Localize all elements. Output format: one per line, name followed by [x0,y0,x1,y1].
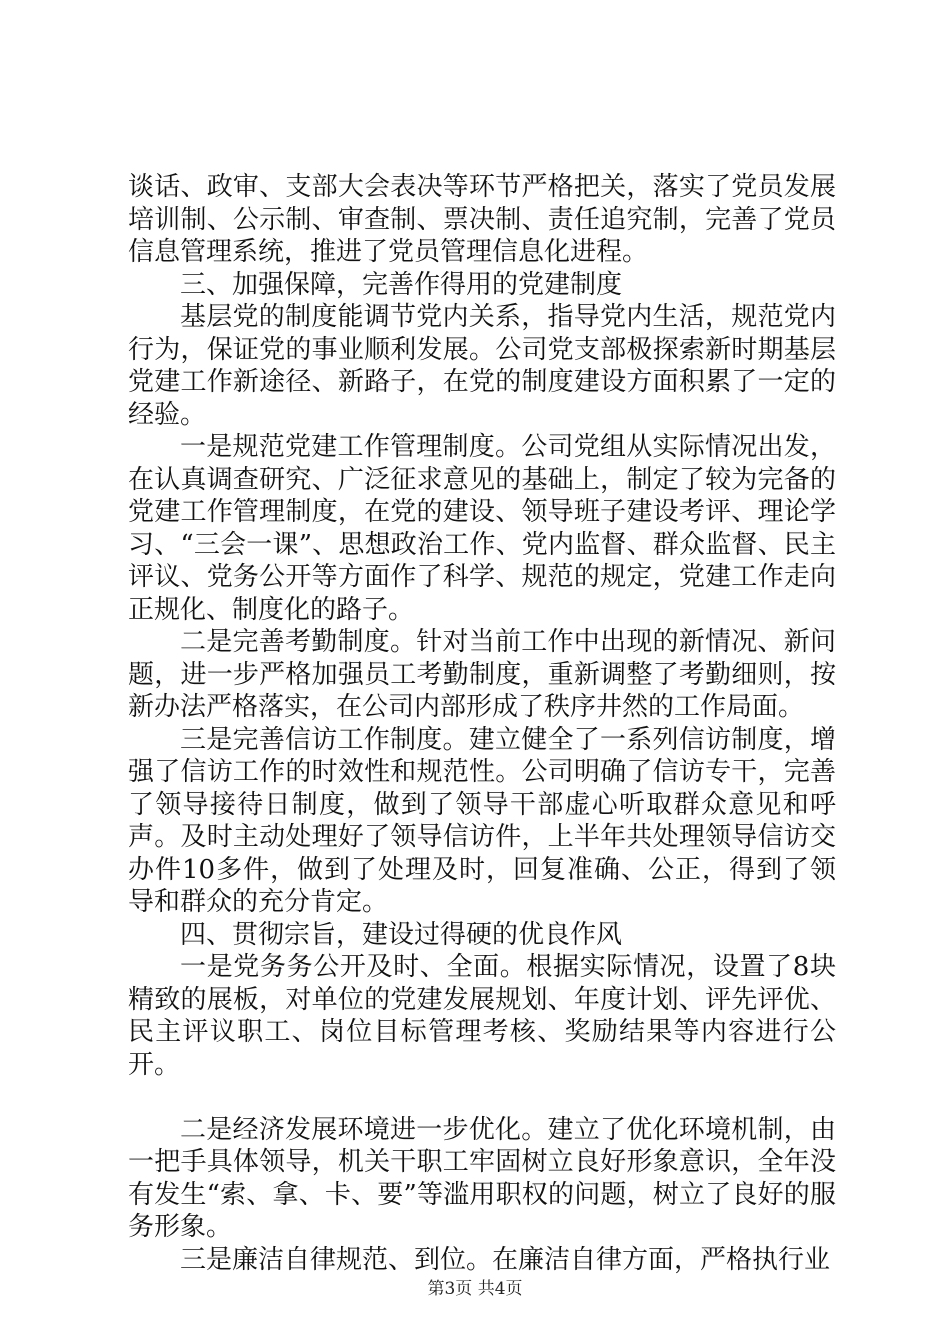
paragraph: 二是完善考勤制度。针对当前工作中出现的新情况、新问题，进一步严格加强员工考勤制度，重新调整了考勤细则，按新办法严格落实，在公司内部形成了秩序井然的工作局面。 [128,627,836,722]
paragraph: 一是党务务公开及时、全面。根据实际情况，设置了8块精致的展板，对单位的党建发展规划、年度计划、评先评优、民主评议职工、岗位目标管理考核、奖励结果等内容进行公开。 [128,952,836,1080]
paragraph: 三是廉洁自律规范、到位。在廉洁自律方面，严格执行业 [180,1244,831,1275]
section-heading-4: 四、贯彻宗旨，建设过得硬的优良作风 [180,919,623,950]
paragraph: 二是经济发展环境进一步优化。建立了优化环境机制，由一把手具体领导，机关干职工牢固树立良好形象意识，全年没有发生“索、拿、卡、要”等滥用职权的问题，树立了良好的服务形象。 [128,1114,836,1242]
paragraph: 三是完善信访工作制度。建立健全了一系列信访制度，增强了信访工作的时效性和规范性。公司明确了信访专干，完善了领导接待日制度，做到了领导干部虚心听取群众意见和呼声。及时主动处理好了领导信访件，上半年共处理领导信访交办件10多件，做到了处理及时，回复准确、公正，得到了领导和群众的充分肯定。 [128,724,836,917]
section-heading-3: 三、加强保障，完善作得用的党建制度 [180,269,623,300]
paragraph: 一是规范党建工作管理制度。公司党组从实际情况出发，在认真调查研究、广泛征求意见的基础上，制定了较为完备的党建工作管理制度，在党的建设、领导班子建设考评、理论学习、“三会一课”、思想政治工作、党内监督、群众监督、民主评议、党务公开等方面作了科学、规范的规定，党建工作走向正规化、制度化的路子。 [128,432,836,625]
paragraph: 基层党的制度能调节党内关系，指导党内生活，规范党内行为，保证党的事业顺利发展。公司党支部极探索新时期基层党建工作新途径、新路子，在党的制度建设方面积累了一定的经验。 [128,302,836,430]
page-footer: 第3页 共4页 [427,1279,523,1299]
document-body [128,171,836,1276]
paragraph-continued: 谈话、政审、支部大会表决等环节严格把关，落实了党员发展培训制、公示制、审查制、票决制、责任追究制，完善了党员信息管理系统，推进了党员管理信息化进程。 [128,172,836,267]
blank-line [128,1081,836,1114]
